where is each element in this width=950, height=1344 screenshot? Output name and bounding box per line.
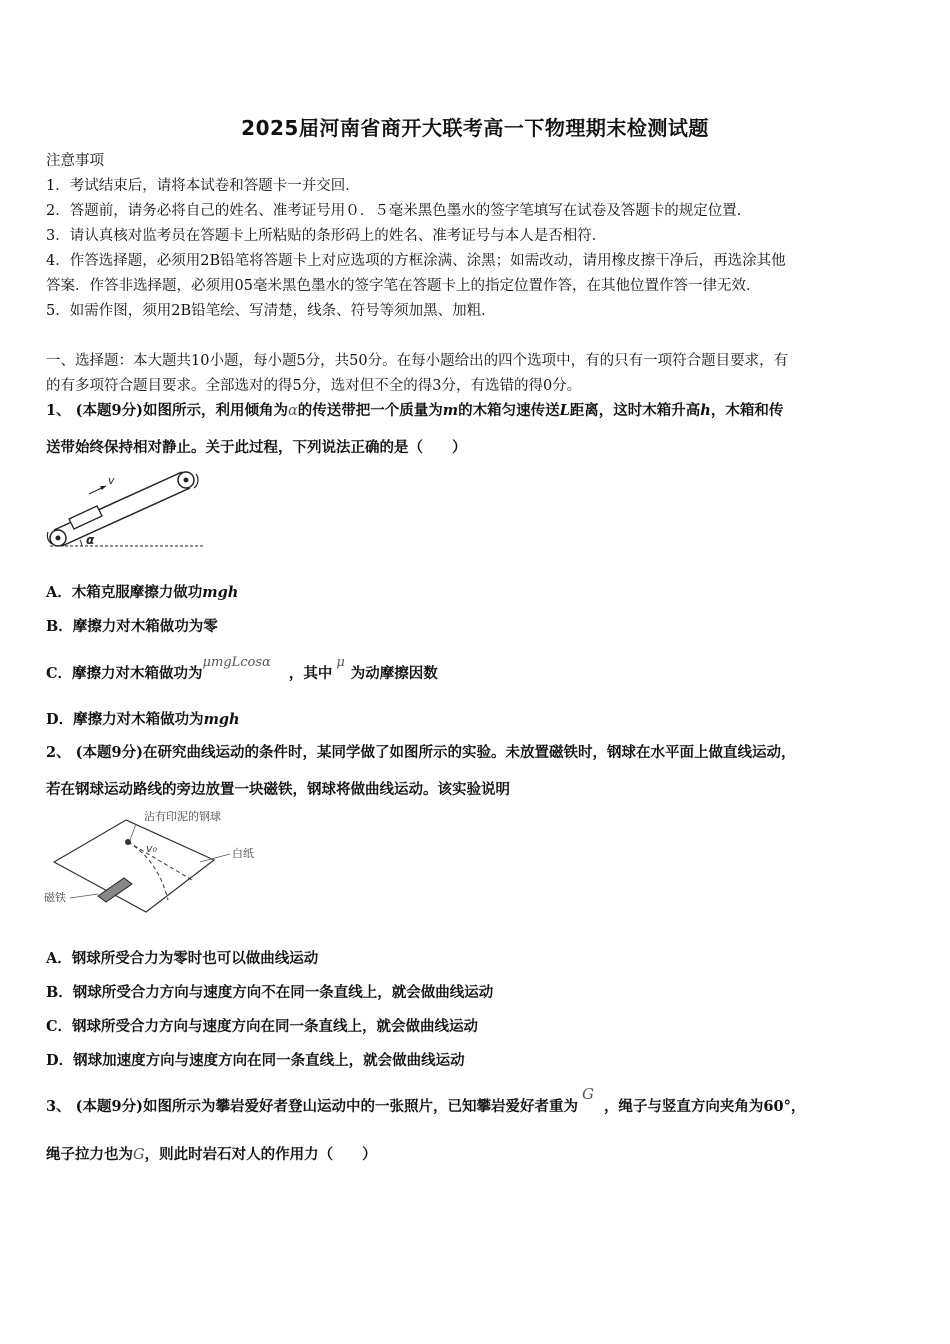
conveyor-figure (44, 462, 214, 554)
notice-item: 5．如需作图，须用2B铅笔绘、写清楚，线条、符号等须加黑、加粗． (46, 303, 496, 319)
notice-item: 答案．作答非选择题，必须用05毫米黑色墨水的签字笔在答题卡上的指定位置作答，在其他位置作答一律无效． (46, 278, 761, 294)
notice-item: 4．作答选择题，必须用2B铅笔将答题卡上对应选项的方框涂满、涂黑；如需改动，请用橡皮擦干净后，再选涂其他 (46, 253, 786, 269)
q2-option-a[interactable]: A．钢球所受合力为零时也可以做曲线运动 (46, 950, 319, 967)
page-title: 2025届河南省商开大联考高一下物理期末检测试题 (241, 116, 709, 140)
notice-item: 1．考试结束后，请将本试卷和答题卡一并交回． (46, 178, 360, 194)
paper-label: 白纸 (232, 847, 254, 860)
question-3-stem: 3、 (本题9分)如图所示为攀岩爱好者登山运动中的一张照片，已知攀岩爱好者重为G，绳子与竖直方向夹角为60°， (46, 1085, 806, 1115)
q1-option-c[interactable]: C．摩擦力对木箱做功为μmgLcosα，其中μ为动摩擦因数 (46, 655, 438, 682)
notice-item: 3．请认真核对监考员在答题卡上所粘贴的条形码上的姓名、准考证号与本人是否相符． (46, 228, 607, 244)
question-2-stem: 2、 (本题9分)在研究曲线运动的条件时，某同学做了如图所示的实验。未放置磁铁时，钢球在水平面上做直线运动， (46, 744, 796, 761)
section-heading-cont: 的有多项符合题目要求。全部选对的得5分，选对但不全的得3分，有选错的得0分。 (46, 378, 582, 394)
magnet-experiment-figure (40, 804, 270, 920)
question-3-stem-cont: 绳子拉力也为G，则此时岩石对人的作用力（ ） (46, 1146, 377, 1163)
v0-label: v₀ (146, 842, 157, 855)
velocity-label: v (108, 474, 115, 487)
section-heading: 一、选择题：本大题共10小题，每小题5分，共50分。在每小题给出的四个选项中，有的只有一项符合题目要求，有 (46, 353, 789, 369)
question-2-stem-cont: 若在钢球运动路线的旁边放置一块磁铁，钢球将做曲线运动。该实验说明 (46, 781, 510, 798)
q2-option-c[interactable]: C．钢球所受合力方向与速度方向在同一条直线上，就会做曲线运动 (46, 1018, 479, 1035)
angle-label: α (86, 533, 95, 547)
ball-label: 沾有印泥的钢球 (144, 810, 221, 823)
notice-item: 2．答题前，请务必将自己的姓名、准考证号用０．５毫米黑色墨水的签字笔填写在试卷及答题卡的规定位置． (46, 203, 752, 219)
question-1-stem-cont: 送带始终保持相对静止。关于此过程，下列说法正确的是（ ） (46, 439, 467, 456)
notice-heading: 注意事项 (46, 153, 104, 169)
magnet-label: 磁铁 (44, 891, 66, 904)
q1-option-d[interactable]: D．摩擦力对木箱做功为mgh (46, 711, 240, 728)
q2-option-b[interactable]: B．钢球所受合力方向与速度方向不在同一条直线上，就会做曲线运动 (46, 984, 494, 1001)
question-1-stem: 1、 (本题9分)如图所示，利用倾角为α的传送带把一个质量为m的木箱匀速传送L距离，这时木箱升高h，木箱和传 (46, 402, 784, 419)
q1-option-b[interactable]: B．摩擦力对木箱做功为零 (46, 618, 218, 635)
q2-option-d[interactable]: D．钢球加速度方向与速度方向在同一条直线上，就会做曲线运动 (46, 1052, 465, 1069)
q1-option-a[interactable]: A．木箱克服摩擦力做功mgh (46, 584, 239, 601)
